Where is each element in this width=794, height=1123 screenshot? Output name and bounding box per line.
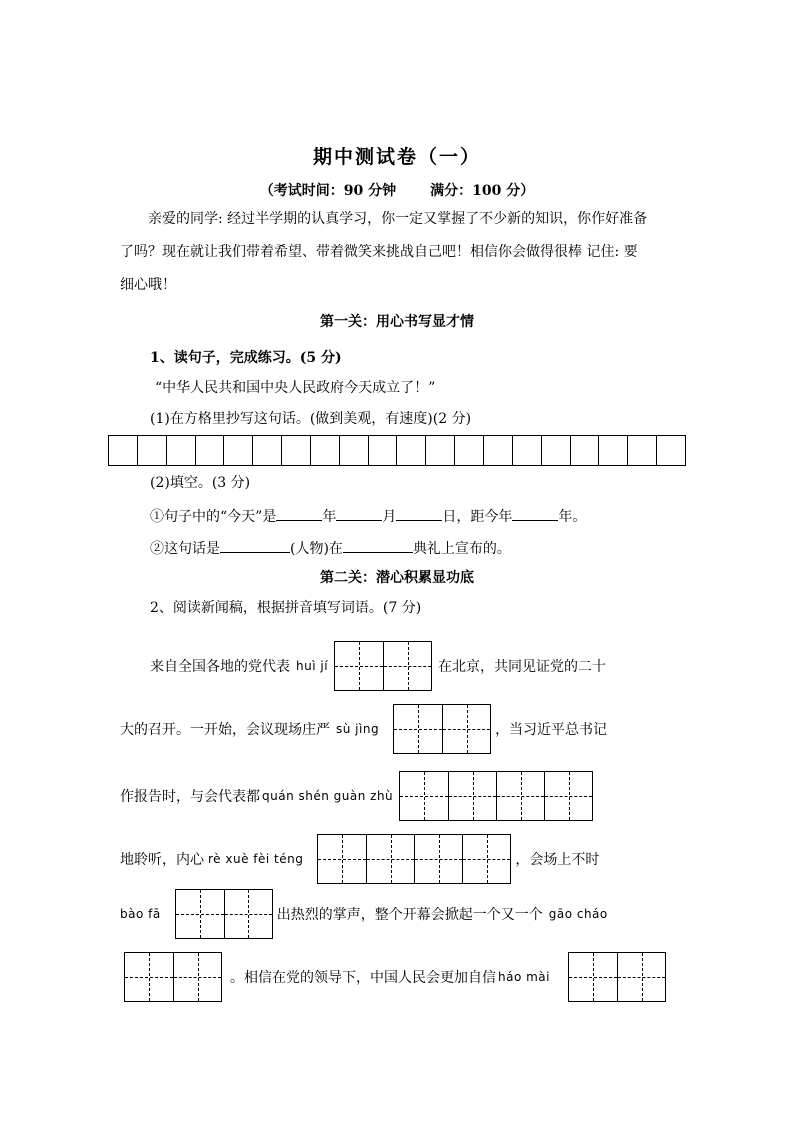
day-blank[interactable] bbox=[396, 505, 442, 521]
copy-grid-cell[interactable] bbox=[627, 436, 656, 465]
copy-grid-cell[interactable] bbox=[166, 436, 195, 465]
q1-part2: (2)填空。(3 分) bbox=[150, 475, 251, 491]
pinyin-sujing: sù jìng bbox=[336, 722, 380, 736]
exam-score: 满分：100 分） bbox=[430, 183, 535, 199]
copy-grid-cell[interactable] bbox=[252, 436, 281, 465]
exam-time: （考试时间：90 分钟 bbox=[259, 183, 397, 199]
copy-grid-cell[interactable] bbox=[425, 436, 454, 465]
fill2-text-b: (人物)在 bbox=[290, 541, 343, 557]
answer-grid-sujing[interactable] bbox=[393, 704, 491, 754]
section-2-heading: 第二关：潜心积累显功底 bbox=[320, 570, 474, 586]
q2-line-3 bbox=[120, 771, 593, 821]
fill2-text-c: 典礼上宣布的。 bbox=[412, 541, 511, 557]
intro-line-2: 了吗？现在就让我们带着希望、带着微笑来挑战自己吧！相信你会做得很棒 记住: 要 bbox=[120, 244, 638, 260]
q1-fill-1 bbox=[150, 505, 586, 527]
copy-grid-cell[interactable] bbox=[454, 436, 483, 465]
copy-grid-cell[interactable] bbox=[368, 436, 397, 465]
pinyin-huiji: huì jí bbox=[296, 659, 329, 673]
pinyin-baofa: bào fā bbox=[120, 907, 161, 921]
q1-heading: 1、读句子，完成练习。(5 分) bbox=[150, 350, 342, 366]
person-blank[interactable] bbox=[220, 537, 290, 553]
fill1-text-a: ①句子中的“今天”是 bbox=[150, 509, 277, 525]
copy-grid-cell[interactable] bbox=[195, 436, 224, 465]
answer-grid-rexuefeiteng[interactable] bbox=[317, 834, 511, 884]
page-title: 期中测试卷（一） bbox=[312, 146, 481, 168]
q2-line-5 bbox=[120, 889, 608, 939]
copy-grid-cell[interactable] bbox=[598, 436, 627, 465]
copy-grid-cell[interactable] bbox=[656, 436, 685, 465]
copy-grid-cell[interactable] bbox=[483, 436, 512, 465]
fill1-text-d: 日，距今年 bbox=[442, 509, 513, 525]
copy-grid-cell[interactable] bbox=[223, 436, 252, 465]
copy-grid-cell[interactable] bbox=[512, 436, 541, 465]
fill1-text-e: 年。 bbox=[558, 509, 587, 525]
pinyin-gaochao: gāo cháo bbox=[548, 907, 608, 921]
q2-l2-text: 大的召开。一开始，会议现场庄严 bbox=[120, 722, 330, 738]
q2-line-6 bbox=[124, 952, 666, 1002]
copy-grid-cell[interactable] bbox=[281, 436, 310, 465]
q1-fill-2 bbox=[150, 537, 511, 559]
copy-grid-cell[interactable] bbox=[541, 436, 570, 465]
copy-grid-cell[interactable] bbox=[396, 436, 425, 465]
q2-l5-after: 出热烈的掌声，整个开幕会掀起一个又一个 bbox=[276, 907, 543, 923]
q1-part1: (1)在方格里抄写这句话。(做到美观，有速度)(2 分) bbox=[150, 411, 472, 427]
q2-l6-after: 。相信在党的领导下，中国人民会更加自信 bbox=[230, 970, 496, 986]
fill1-text-b: 年 bbox=[322, 509, 337, 525]
pinyin-rexuefeiteng: rè xuè fèi téng bbox=[208, 852, 304, 866]
q2-l3-text: 作报告时，与会代表都 bbox=[120, 789, 260, 805]
q2-l1-text: 来自全国各地的党代表 bbox=[150, 659, 290, 675]
copy-grid-cell[interactable] bbox=[570, 436, 599, 465]
copy-grid-cell[interactable] bbox=[109, 436, 137, 465]
intro-line-3: 细心哦！ bbox=[120, 277, 176, 293]
copy-grid-cell[interactable] bbox=[339, 436, 368, 465]
copy-grid-cell[interactable] bbox=[310, 436, 339, 465]
exam-info bbox=[0, 180, 794, 200]
q2-l1-after: 在北京，共同见证党的二十 bbox=[438, 659, 607, 675]
month-blank[interactable] bbox=[336, 505, 382, 521]
answer-grid-baofa[interactable] bbox=[175, 889, 273, 939]
years-ago-blank[interactable] bbox=[512, 505, 558, 521]
answer-grid-huiji[interactable] bbox=[334, 641, 432, 691]
pinyin-haomai: háo mài bbox=[498, 970, 550, 984]
q2-heading: 2、阅读新闻稿，根据拼音填写词语。(7 分) bbox=[150, 600, 422, 616]
q2-line-2 bbox=[120, 704, 607, 754]
q2-line-4 bbox=[120, 834, 599, 884]
q2-l4-after: ，会场上不时 bbox=[515, 852, 600, 868]
q2-line-1 bbox=[150, 641, 606, 691]
pinyin-quanshenguanzhu: quán shén guàn zhù bbox=[262, 789, 394, 803]
intro-line-1: 亲爱的同学: 经过半学期的认真学习，你一定又掌握了不少新的知识，你作好准备 bbox=[148, 211, 648, 227]
answer-grid-gaochao[interactable] bbox=[124, 952, 222, 1002]
ceremony-blank[interactable] bbox=[343, 537, 413, 553]
answer-grid-quanshenguanzhu[interactable] bbox=[399, 771, 593, 821]
q2-l2-after: ，当习近平总书记 bbox=[495, 722, 608, 738]
fill2-text-a: ②这句话是 bbox=[150, 541, 220, 557]
section-1-heading: 第一关：用心书写显才情 bbox=[320, 314, 474, 330]
copy-grid-cell[interactable] bbox=[137, 436, 166, 465]
copy-writing-grid[interactable] bbox=[108, 435, 686, 466]
q1-quote: “中华人民共和国中央人民政府今天成立了！” bbox=[155, 380, 436, 396]
fill1-text-c: 月 bbox=[382, 509, 397, 525]
q2-l4-text: 地聆听，内心 bbox=[120, 852, 204, 868]
year-blank[interactable] bbox=[276, 505, 322, 521]
answer-grid-haomai[interactable] bbox=[568, 952, 666, 1002]
